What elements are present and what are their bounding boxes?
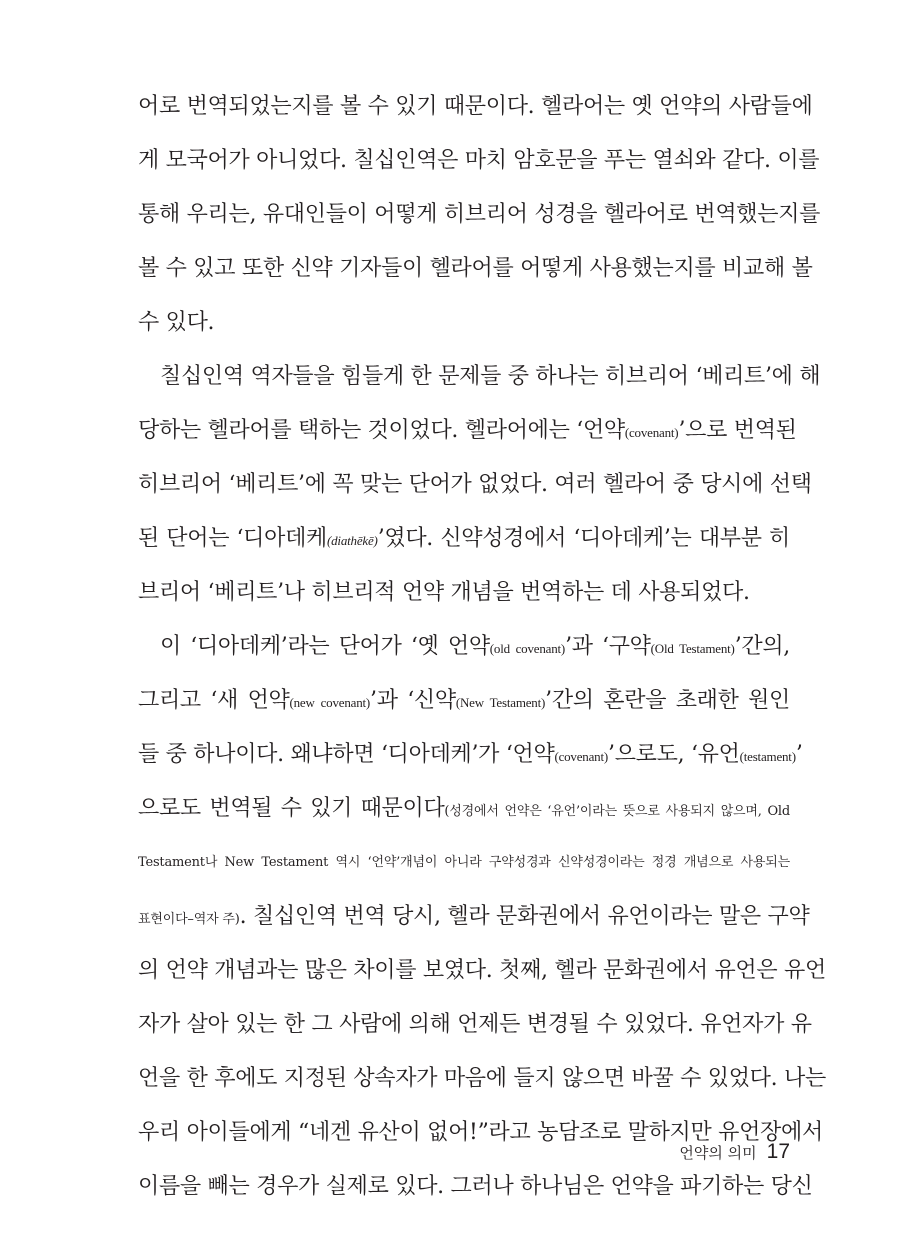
- text-line: 브리어 ‘베리트’나 히브리적 언약 개념을 번역하는 데 사용되었다.: [138, 580, 750, 605]
- text-line: 된 단어는 ‘디아데케(diathēkē)’였다. 신약성경에서 ‘디아데케’는 대부분 히: [138, 526, 790, 551]
- text-line: 히브리어 ‘베리트’에 꼭 맞는 단어가 없었다. 여러 헬라어 중 당시에 선택: [138, 472, 812, 497]
- translator-note-line: Testament나 New Testament 역시 ‘언약’개념이 아니라 구약성경과 신약성경이라는 정경 개념으로 사용되는: [138, 855, 790, 870]
- text-line: 어로 번역되었는지를 볼 수 있기 때문이다. 헬라어는 옛 언약의 사람들에: [138, 94, 813, 119]
- translator-note: (성경에서 언약은 ‘유언’이라는 뜻으로 사용되지 않으며, Old: [444, 804, 790, 819]
- text-line: 자가 살아 있는 한 그 사람에 의해 언제든 변경될 수 있었다. 유언자가 유: [138, 1012, 812, 1037]
- gloss: (testament): [739, 749, 796, 764]
- text-line: 이 ‘디아데케’라는 단어가 ‘옛 언약(old covenant)’과 ‘구약(Old Testament)’간의,: [160, 634, 790, 659]
- text-line: 이름을 빼는 경우가 실제로 있다. 그러나 하나님은 언약을 파기하는 당신: [138, 1174, 813, 1199]
- text-line: 당하는 헬라어를 택하는 것이었다. 헬라어에는 ‘언약(covenant)’으로 번역된: [138, 418, 797, 443]
- gloss: (old covenant): [489, 641, 566, 656]
- page-footer: [679, 1140, 790, 1164]
- text-line: 칠십인역 역자들을 힘들게 한 문제들 중 하나는 히브리어 ‘베리트’에 해: [160, 364, 821, 389]
- gloss: (covenant): [554, 749, 609, 764]
- text-line: 표현이다–역자 주). 칠십인역 번역 당시, 헬라 문화권에서 유언이라는 말은 구약: [138, 904, 810, 929]
- text-line: 으로도 번역될 수 있기 때문이다(성경에서 언약은 ‘유언’이라는 뜻으로 사용되지 않으며, Old: [138, 796, 790, 821]
- text-line: 통해 우리는, 유대인들이 어떻게 히브리어 성경을 헬라어로 번역했는지를: [138, 202, 821, 227]
- text-line: 언을 한 후에도 지정된 상속자가 마음에 들지 않으면 바꿀 수 있었다. 나는: [138, 1066, 826, 1091]
- text-line: 우리 아이들에게 “네겐 유산이 없어!”라고 농담조로 말하지만 유언장에서: [138, 1120, 823, 1145]
- gloss: (diathēkē): [326, 533, 378, 548]
- text-line: 게 모국어가 아니었다. 칠십인역은 마치 암호문을 푸는 열쇠와 같다. 이를: [138, 148, 820, 173]
- gloss: (New Testament): [455, 695, 546, 710]
- text-line: 수 있다.: [138, 310, 215, 335]
- text-line: 볼 수 있고 또한 신약 기자들이 헬라어를 어떻게 사용했는지를 비교해 볼: [138, 256, 813, 281]
- text-line: 그리고 ‘새 언약(new covenant)’과 ‘신약(New Testament)’간의 혼란을 초래한 원인: [138, 688, 790, 713]
- translator-note: 표현이다–역자 주): [138, 912, 240, 927]
- gloss: (Old Testament): [650, 641, 735, 656]
- gloss: (covenant): [624, 425, 679, 440]
- page-number: 17: [766, 1140, 790, 1163]
- running-title: 언약의 의미: [679, 1144, 757, 1162]
- gloss: (new covenant): [289, 695, 371, 710]
- text-line: 의 언약 개념과는 많은 차이를 보였다. 첫째, 헬라 문화권에서 유언은 유언: [138, 958, 826, 983]
- text-line: 들 중 하나이다. 왜냐하면 ‘디아데케’가 ‘언약(covenant)’으로도, ‘유언(testament)’: [138, 742, 803, 767]
